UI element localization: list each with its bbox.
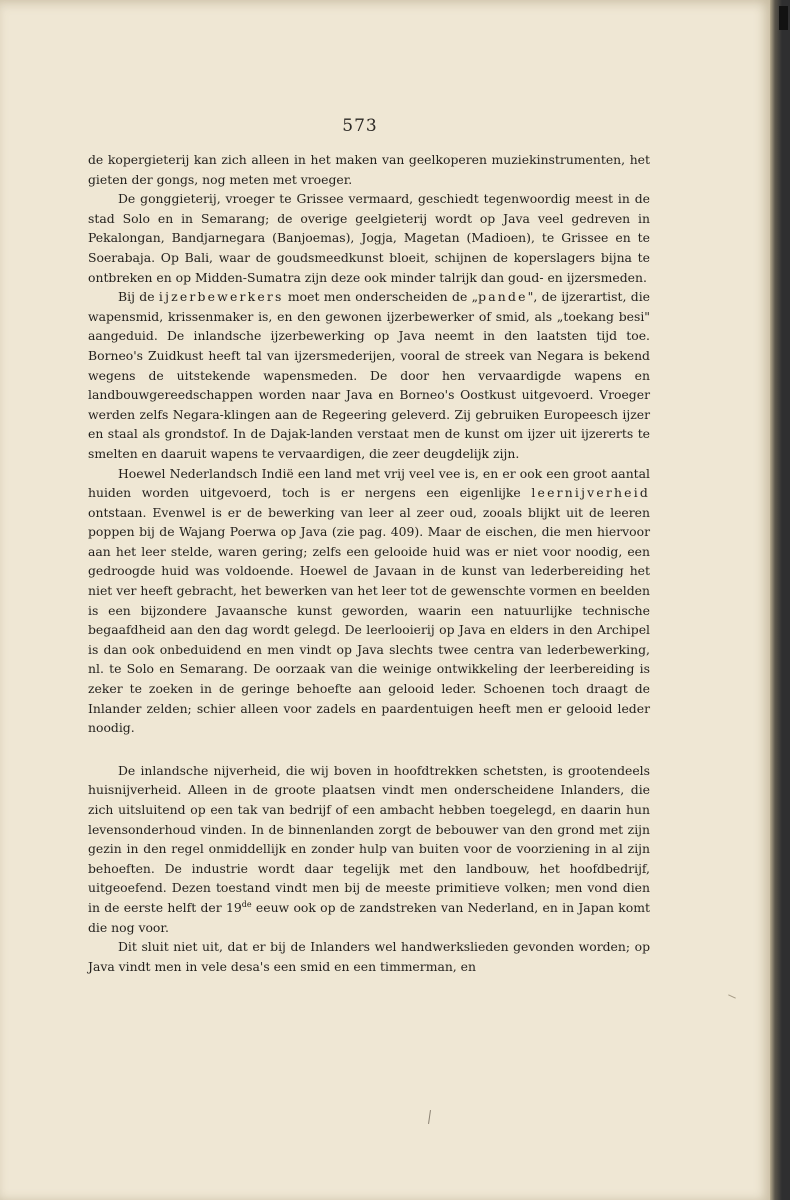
term-leernijverheid: leernijverheid: [531, 485, 650, 501]
paragraph-6: Dit sluit niet uit, dat er bij de Inlanders wel handwerkslieden gevonden worden; op Java vindt men in vele desa's een smid en een timmerman, en: [88, 939, 650, 974]
term-ijzerbewerkers: ijzerbewerkers: [158, 289, 284, 305]
paragraph-4-part-a: Hoewel Nederlandsch Indië een land met vrij veel vee is, en er ook een groot aantal huiden worden uitgevoerd, toch is er nergens een eigenlijke: [88, 465, 650, 501]
margin-mark: [728, 994, 736, 998]
corner-tab: [779, 6, 788, 30]
page-number: 573: [342, 116, 378, 136]
paragraph-5: [88, 761, 650, 937]
paragraph-3-part-a: Bij de: [118, 289, 159, 305]
paragraph-3: [88, 287, 650, 463]
superscript-de: de: [241, 899, 252, 909]
paragraph-4-part-c: ontstaan. Evenwel is er de bewerking van leer al zeer oud, zooals blijkt uit de leeren poppen bij de Wajang Poerwa op Java (zie pag. 409). Maar de eischen, die men hiervoor aan het leer stelde, waren gering; zelfs een gelooide huid was er niet voor noodig, een gedroogde huid was voldoende. Hoewel de Javaan in de kunst van lederbereiding het niet ver heeft gebracht, het bewerken van het leer tot de gewenschte vormen en beelden is een bijzondere Javaansche kunst geworden, waarin een natuurlijke technische begaafdheid aan den dag wordt gelegd. De leerlooierij op Java en elders in den Archipel is dan ook onbeduidend en men vindt op Java slechts twee centra van lederbewerking, nl. te Solo en Semarang. De oorzaak van die weinige ontwikkeling der leerbereiding is zeker te zoeken in de geringe behoefte aan gelooid leder. Schoenen toch draagt de Inlander zelden; schier alleen voor zadels en paardentuigen heeft men er gelooid leder noodig.: [88, 504, 650, 736]
stray-pencil-mark: [428, 1110, 431, 1124]
term-pande: pande: [478, 289, 528, 305]
paragraph-5-part-c: eeuw ook op de zandstreken van Nederland, en in Japan komt die nog voor.: [88, 899, 650, 935]
paragraph-3-part-e: ", de ijzerartist, die wapensmid, krissenmaker is, en den gewonen ijzerbewerker of smid, als „toekang besi" aangeduid. De inlandsche ijzerbewerking op Java neemt in den laatsten tijd toe. Borneo's Zuidkust heeft tal van ijzersmederijen, vooral de streek van Negara is bekend wegens de uitstekende wapensmeden. De door hen vervaardigde wapens en landbouwgereedschappen worden naar Java en Borneo's Oostkust uitgevoerd. Vroeger werden zelfs Negara-klingen aan de Regeering geleverd. Zij gebruiken Europeesch ijzer en staal als grondstof. In de Dajak-landen verstaat men de kunst om ijzer uit ijzererts te smelten en daaruit wapens te vervaardigen, die zeer deugdelijk zijn.: [88, 289, 650, 461]
paragraph-5-part-a: De inlandsche nijverheid, die wij boven in hoofdtrekken schetsten, is grootendeels huisnijverheid. Alleen in de groote plaatsen vindt men onderscheidene Inlanders, die zich uitsluitend op een tak van bedrijf of een ambacht hebben toegelegd, en daarin hun levensonderhoud vinden. In de binnenlanden zorgt de bebouwer van den grond met zijn gezin in den regel onmiddellijk en zonder hulp van buiten voor de voorziening in al zijn behoeften. De industrie wordt daar tegelijk met den landbouw, het hoofdbedrijf, uitgeoefend. Dezen toestand vindt men bij de meeste primitieve volken; men vond dien in de eerste helft der 19: [88, 762, 650, 915]
paragraph-2: De gonggieterij, vroeger te Grissee vermaard, geschiedt tegenwoordig meest in de stad Solo en in Semarang; de overige geelgieterij wordt op Java veel gedreven in Pekalongan, Bandjarnegara (Banjoemas), Jogja, Magetan (Madioen), te Grissee en te Soerabaja. Op Bali, waar de goudsmeedkunst bloeit, schijnen de koperslagers bijna te ontbreken en op Midden-Sumatra zijn deze ook minder talrijk dan goud- en ijzersmeden.: [88, 191, 650, 285]
paragraph-3-part-c: moet men onderscheiden de „: [283, 289, 479, 305]
page-edge-shadow: [770, 0, 790, 1200]
body-text: [88, 150, 650, 976]
paragraph-1: de kopergieterij kan zich alleen in het maken van geelkoperen muziekinstrumenten, het gieten der gongs, nog meten met vroeger.: [88, 152, 650, 187]
paragraph-4: [88, 464, 650, 738]
